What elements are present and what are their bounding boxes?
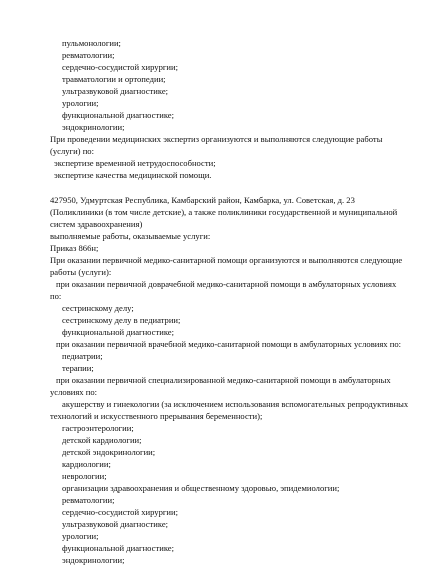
paragraph-line: систем здравоохранения) <box>50 219 143 229</box>
list-item: ревматологии; <box>62 50 115 60</box>
paragraph-line: При оказании первичной медико-санитарной помощи организуются и выполняются следующие <box>50 255 403 265</box>
list-item: травматологии и ортопедии; <box>62 74 166 84</box>
list-item: ультразвуковой диагностике; <box>62 519 169 529</box>
list-item: функциональной диагностике; <box>62 110 175 120</box>
list-item: функциональной диагностике; <box>62 327 175 337</box>
list-item: акушерству и гинекологии (за исключением использования вспомогательных репродуктивных <box>62 399 409 409</box>
list-item: педиатрии; <box>62 351 103 361</box>
list-item: эндокринологии; <box>62 122 125 132</box>
list-item: урологии; <box>62 98 99 108</box>
paragraph-line: (Поликлиники (в том числе детские), а также поликлиники государственной и муниципальной <box>50 207 398 217</box>
list-item: пульмонологии; <box>62 38 121 48</box>
paragraph-line: Приказ 866н; <box>50 243 99 253</box>
list-item: детской эндокринологии; <box>62 447 156 457</box>
list-item: неврологии; <box>62 471 107 481</box>
list-item: экспертизе временной нетрудоспособности; <box>54 158 216 168</box>
list-item: экспертизе качества медицинской помощи. <box>54 170 212 180</box>
paragraph-line: работы (услуги): <box>50 267 112 277</box>
paragraph-line: выполняемые работы, оказываемые услуги: <box>50 231 211 241</box>
paragraph-line: (услуги) по: <box>50 146 94 156</box>
list-item: сердечно-сосудистой хирургии; <box>62 507 179 517</box>
paragraph-line: При проведении медицинских экспертиз организуются и выполняются следующие работы <box>50 134 383 144</box>
paragraph-line: при оказании первичной врачебной медико-санитарной помощи в амбулаторных условиях по: <box>56 339 402 349</box>
paragraph-line: при оказании первичной доврачебной медико-санитарной помощи в амбулаторных условиях <box>56 279 397 289</box>
list-item: организации здравоохранения и общественному здоровью, эпидемиологии; <box>62 483 340 493</box>
list-item: технологий и искусственного прерывания беременности); <box>50 411 263 421</box>
list-item: сестринскому делу в педиатрии; <box>62 315 181 325</box>
paragraph-line: условиях по: <box>50 387 98 397</box>
list-item: сердечно-сосудистой хирургии; <box>62 62 179 72</box>
list-item: ультразвуковой диагностике; <box>62 86 169 96</box>
address-line: 427950, Удмуртская Республика, Камбарский район, Камбарка, ул. Советская, д. 23 <box>50 195 355 205</box>
list-item: эндокринологии; <box>62 555 125 565</box>
paragraph-line: по: <box>50 291 62 301</box>
list-item: терапии; <box>62 363 94 373</box>
list-item: урологии; <box>62 531 99 541</box>
paragraph-line: при оказании первичной специализированной медико-санитарной помощи в амбулаторных <box>56 375 391 385</box>
list-item: сестринскому делу; <box>62 303 134 313</box>
list-item: функциональной диагностике; <box>62 543 175 553</box>
list-item: гастроэнтерологии; <box>62 423 134 433</box>
list-item: ревматологии; <box>62 495 115 505</box>
list-item: кардиологии; <box>62 459 111 469</box>
list-item: детской кардиологии; <box>62 435 142 445</box>
